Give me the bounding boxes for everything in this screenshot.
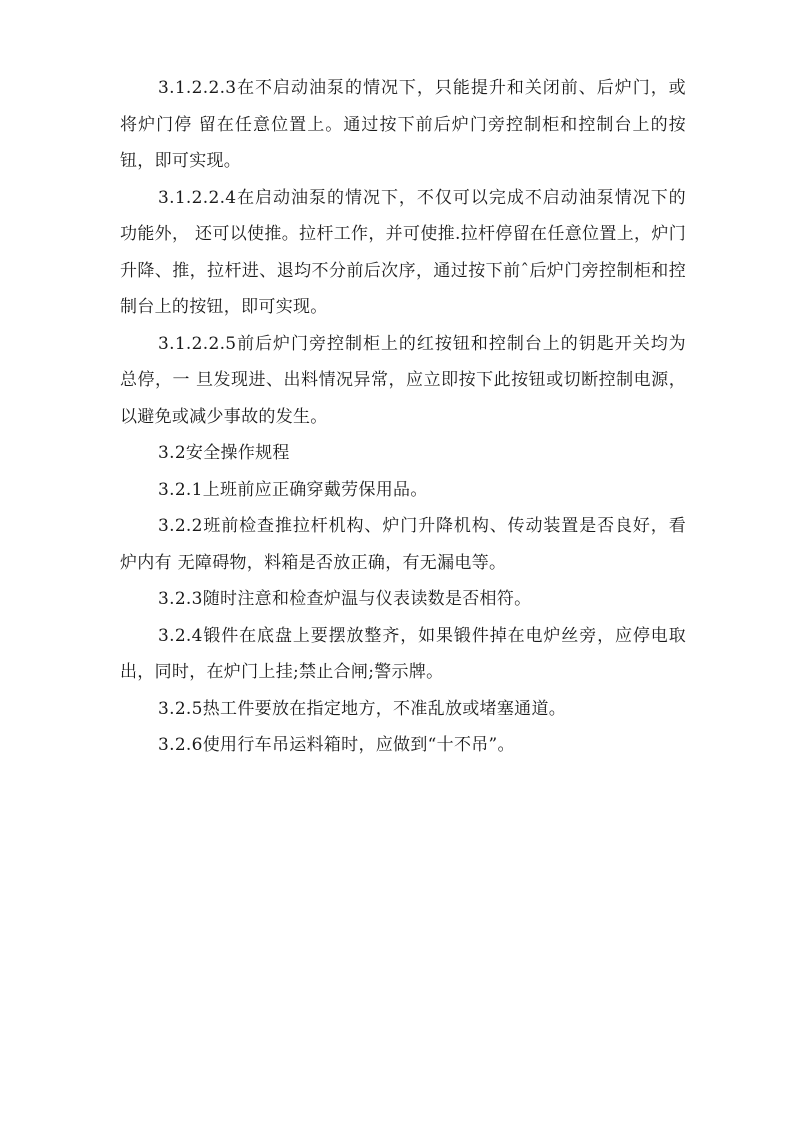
paragraph-3-2-5: 3.2.5热工件要放在指定地方，不准乱放或堵塞通道。 [158,698,567,719]
paragraph-3-1-2-2-5: 3.1.2.2.5前后炉门旁控制柜上的红按钮和控制台上的钥匙开关均为总停，一 旦发现进、出料情况异常，应立即按下此按钮或切断控制电源，以避免或减少事故的发生。 [120,333,686,427]
paragraph-3-1-2-2-4: 3.1.2.2.4在启动油泵的情况下，不仅可以完成不启动油泵情况下的功能外， 还可以使推。拉杆工作，并可使推.拉杆停留在任意位置上，炉门升降、推，拉杆进、退均不分前后次序，通过按下前ˆ后炉门旁控制柜和控制台上的按钮，即可实现。 [120,187,686,317]
paragraph-3-2-2: 3.2.2班前检查推拉杆机构、炉门升降机构、传动装置是否良好，看炉内有 无障碍物，料箱是否放正确，有无漏电等。 [120,516,686,573]
document-body [120,70,686,764]
paragraph-3-2-3: 3.2.3随时注意和检查炉温与仪表读数是否相符。 [158,589,532,609]
section-heading-3-2: 3.2安全操作规程 [158,443,290,463]
paragraph-3-2-4: 3.2.4锻件在底盘上要摆放整齐，如果锻件掉在电炉丝旁，应停电取出，同时，在炉门上挂;禁止合闸;警示牌。 [120,625,686,682]
paragraph-3-1-2-2-3: 3.1.2.2.3在不启动油泵的情况下，只能提升和关闭前、后炉门，或将炉门停 留在任意位置上。通过按下前后炉门旁控制柜和控制台上的按钮，即可实现。 [120,78,686,171]
paragraph-3-2-6: 3.2.6使用行车吊运料箱时，应做到“十不吊”。 [158,735,515,755]
paragraph-3-2-1: 3.2.1上班前应正确穿戴劳保用品。 [158,479,428,500]
